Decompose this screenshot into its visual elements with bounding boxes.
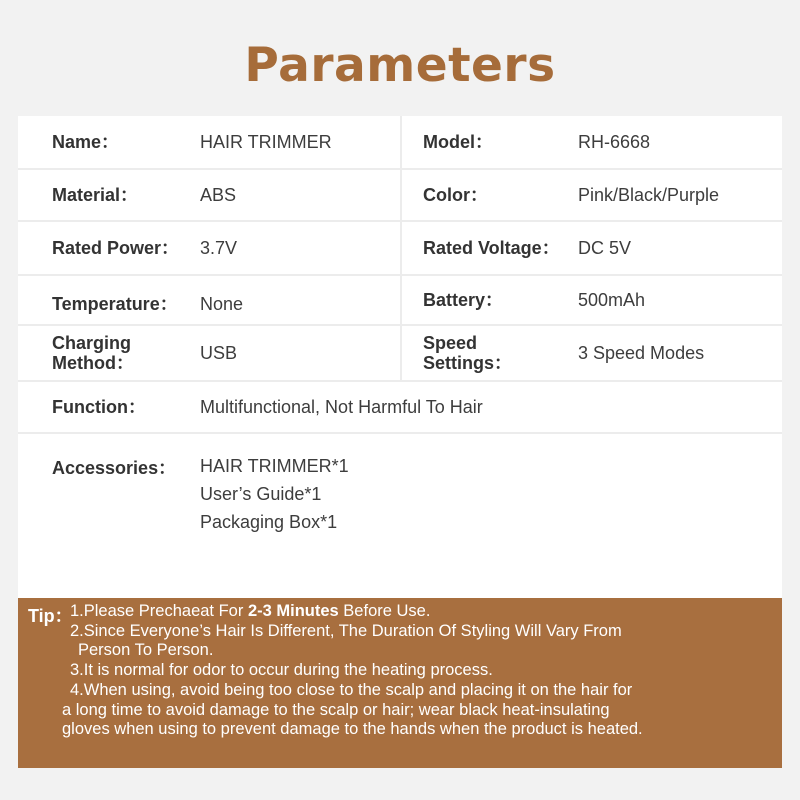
tip-line-1-bold: 2-3 Minutes bbox=[247, 602, 339, 620]
charging-method-label-line1: Charging bbox=[52, 333, 131, 353]
tip-line-4c: gloves when using to prevent damage to the hands when the product is heated. bbox=[62, 720, 643, 739]
rated-power-label: Rated Power： bbox=[52, 238, 180, 258]
table-row bbox=[18, 326, 782, 382]
temperature-label: Temperature： bbox=[52, 294, 178, 314]
model-value: RH-6668 bbox=[578, 131, 651, 152]
accessories-label: Accessories： bbox=[52, 458, 177, 478]
table-row bbox=[18, 170, 782, 222]
speed-settings-label-line2: Settings： bbox=[423, 353, 513, 373]
tip-text bbox=[62, 602, 770, 740]
material-label: Material： bbox=[52, 185, 139, 205]
list-item: Packaging Box*1 bbox=[200, 512, 338, 532]
model-label: Model： bbox=[423, 132, 493, 152]
rated-voltage-label: Rated Voltage： bbox=[423, 238, 560, 258]
temperature-value: None bbox=[200, 293, 244, 314]
page-title: Parameters bbox=[244, 38, 556, 93]
function-label: Function： bbox=[52, 397, 146, 417]
tip-label: Tip： bbox=[28, 606, 73, 626]
accessories-list bbox=[200, 452, 349, 536]
rated-power-value: 3.7V bbox=[200, 237, 238, 258]
speed-settings-label bbox=[423, 326, 512, 380]
speed-settings-value: 3 Speed Modes bbox=[578, 342, 705, 363]
tip-line-3: 3.It is normal for odor to occur during the heating process. bbox=[70, 661, 493, 680]
name-label: Name： bbox=[52, 132, 120, 152]
function-row bbox=[18, 382, 782, 434]
tip-line-1 bbox=[70, 602, 770, 622]
list-item: HAIR TRIMMER*1 bbox=[200, 456, 349, 476]
charging-method-label-line2: Method： bbox=[52, 353, 134, 373]
parameters-table bbox=[18, 116, 782, 598]
tip-line-1-pre: 1.Please Prechaeat For bbox=[70, 602, 248, 620]
table-row bbox=[18, 116, 782, 170]
rated-voltage-value: DC 5V bbox=[578, 237, 632, 258]
tip-line-4a: 4.When using, avoid being too close to the scalp and placing it on the hair for bbox=[70, 680, 633, 699]
tip-line-4b: a long time to avoid damage to the scalp or hair; wear black heat-insulating bbox=[62, 700, 610, 719]
color-label: Color： bbox=[423, 185, 488, 205]
battery-value: 500mAh bbox=[578, 289, 646, 310]
function-value: Multifunctional, Not Harmful To Hair bbox=[200, 396, 483, 417]
battery-label: Battery： bbox=[423, 290, 504, 310]
table-row bbox=[18, 222, 782, 276]
name-value: HAIR TRIMMER bbox=[200, 131, 332, 152]
tip-line-2a: 2.Since Everyone’s Hair Is Different, The Duration Of Styling Will Vary From bbox=[70, 621, 622, 640]
color-value: Pink/Black/Purple bbox=[578, 184, 720, 205]
list-item: User’s Guide*1 bbox=[200, 484, 322, 504]
tip-line-1-post: Before Use. bbox=[338, 602, 431, 620]
charging-method-label bbox=[52, 326, 134, 380]
tip-box bbox=[18, 598, 782, 768]
tip-line-2b: Person To Person. bbox=[78, 641, 214, 660]
material-value: ABS bbox=[200, 184, 237, 205]
speed-settings-label-line1: Speed bbox=[423, 333, 478, 353]
table-row bbox=[18, 276, 782, 326]
charging-method-value: USB bbox=[200, 342, 238, 363]
